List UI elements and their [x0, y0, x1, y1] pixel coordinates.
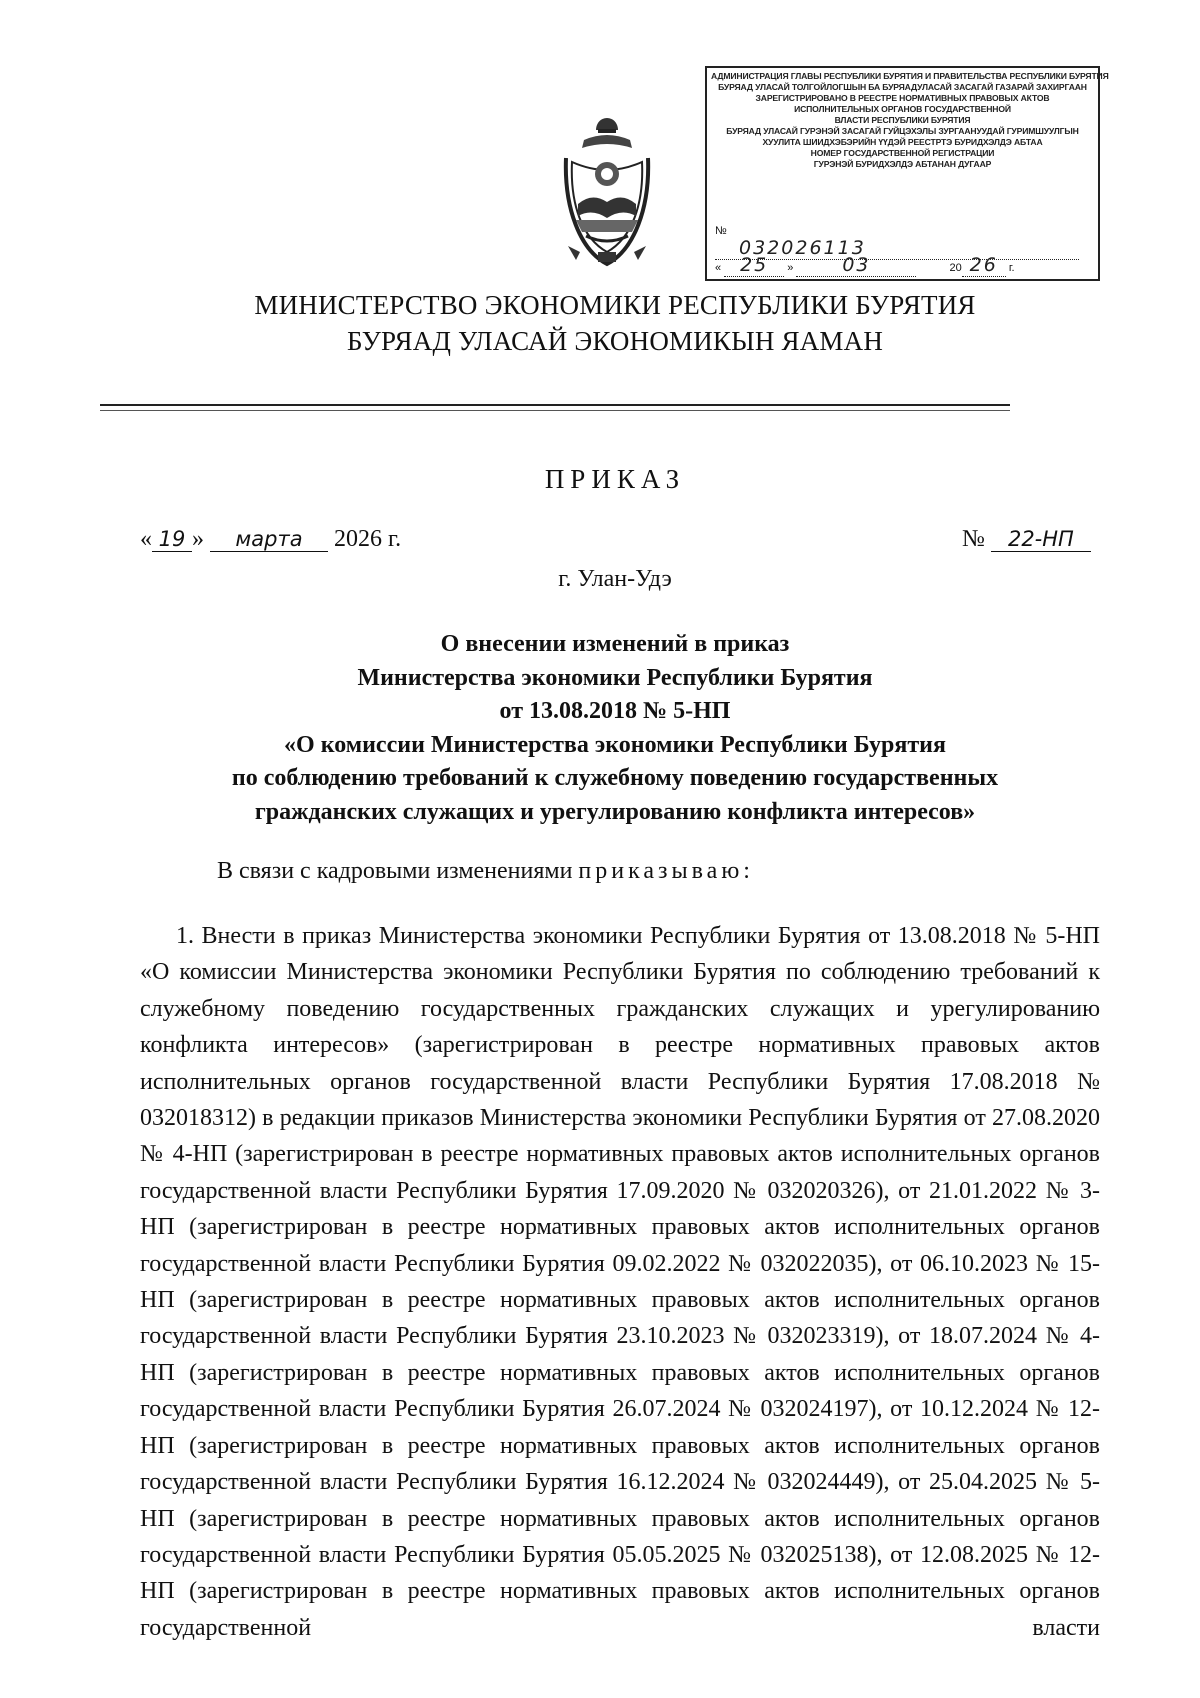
- stamp-number-value: 032026113: [739, 237, 866, 259]
- title-line: гражданских служащих и урегулированию конфликта интересов»: [254, 798, 976, 825]
- registration-stamp: [705, 66, 1109, 281]
- stamp-date-year-prefix: 20: [949, 262, 962, 274]
- ministry-name-buryat: БУРЯАД УЛАСАЙ ЭКОНОМИКЫН ЯАМАН: [346, 326, 884, 356]
- date-year: 2026 г.: [334, 526, 402, 552]
- title-line: О внесении изменений в приказ: [440, 631, 790, 657]
- stamp-line: ГУРЭНЭЙ БУРИДХЭЛДЭ АБТАНАН ДУГААР: [813, 159, 992, 169]
- title-line: по соблюдению требований к служебному поведению государственных: [231, 765, 999, 791]
- coat-of-arms-emblem: [562, 112, 652, 270]
- date-close-quote: »: [192, 526, 204, 552]
- title-line: «О комиссии Министерства экономики Республики Бурятия: [284, 731, 946, 758]
- stamp-date-row: [715, 254, 1090, 277]
- stamp-date-year-field: [962, 254, 1006, 277]
- document-date: [140, 526, 401, 553]
- number-label: №: [962, 526, 985, 552]
- title-line: от 13.08.2018 № 5-НП: [499, 698, 731, 724]
- stamp-date-day: 25: [740, 254, 769, 276]
- stamp-date-year-unit: г.: [1008, 262, 1015, 274]
- stamp-date-year-suffix: 26: [969, 254, 998, 276]
- stamp-line: ХУУЛИТА ШИИДХЭБЭРИЙН ҮҮДЭЙ РЕЕСТРТЭ БУРИДХЭЛДЭ АБТАА: [762, 137, 1043, 147]
- intro-order-word: приказываю:: [578, 858, 754, 884]
- document-title: [0, 628, 1200, 829]
- stamp-date-month-field: [796, 254, 916, 277]
- stamp-date-close: »: [787, 262, 794, 274]
- stamp-date-day-field: [724, 254, 784, 277]
- stamp-line: ВЛАСТИ РЕСПУБЛИКИ БУРЯТИЯ: [834, 115, 971, 125]
- stamp-date-open: «: [715, 262, 722, 274]
- body-paragraph-1: 1. Внести в приказ Министерства экономики Республики Бурятия от 13.08.2018 № 5-НП «О комиссии Министерства экономики Республики Бурятия по соблюдению требований к служебному поведению государственных гражданских служащих и урегулированию конфликта интересов» (зарегистрирован в реестре нормативных правовых актов исполнительных органов государственной власти Республики Бурятия 17.08.2018 № 032018312) в редакции приказов Министерства экономики Республики Бурятия от 27.08.2020 № 4-НП (зарегистрирован в реестре нормативных правовых актов исполнительных органов государственной власти Республики Бурятия 17.09.2020 № 032020326), от 21.01.2022 № 3-НП (зарегистрирован в реестре нормативных правовых актов исполнительных органов государственной власти Республики Бурятия 09.02.2022 № 032022035), от 06.10.2023 № 15-НП (зарегистрирован в реестре нормативных правовых актов исполнительных органов государственной власти Республики Бурятия 23.10.2023 № 032023319), от 18.07.2024 № 4-НП (зарегистрирован в реестре нормативных правовых актов исполнительных органов государственной власти Республики Бурятия 26.07.2024 № 032024197), от 10.12.2024 № 12-НП (зарегистрирован в реестре нормативных правовых актов исполнительных органов государственной власти Республики Бурятия 16.12.2024 № 032024449), от 25.04.2025 № 5-НП (зарегистрирован в реестре нормативных правовых актов исполнительных органов государственной власти Республики Бурятия 05.05.2025 № 032025138), от 12.08.2025 № 12-НП (зарегистрирован в реестре нормативных правовых актов исполнительных органов государственной власти: [140, 923, 1100, 1641]
- number-value: 22-НП: [991, 527, 1091, 552]
- stamp-line: АДМИНИСТРАЦИЯ ГЛАВЫ РЕСПУБЛИКИ БУРЯТИЯ И ПРАВИТЕЛЬСТВА РЕСПУБЛИКИ БУРЯТИЯ: [711, 71, 1109, 81]
- document-number: [962, 526, 1091, 553]
- stamp-line: ЗАРЕГИСТРИРОВАНО В РЕЕСТРЕ НОРМАТИВНЫХ ПРАВОВЫХ АКТОВ: [755, 93, 1050, 103]
- document-city: г. Улан-Удэ: [558, 566, 672, 592]
- stamp-line: ИСПОЛНИТЕЛЬНЫХ ОРГАНОВ ГОСУДАРСТВЕННОЙ: [794, 104, 1011, 114]
- ministry-name-ru: МИНИСТЕРСТВО ЭКОНОМИКИ РЕСПУБЛИКИ БУРЯТИЯ: [254, 290, 976, 320]
- date-month: марта: [210, 527, 328, 552]
- header-divider: [100, 404, 1010, 406]
- date-open-quote: «: [140, 526, 152, 552]
- stamp-line: НОМЕР ГОСУДАРСТВЕННОЙ РЕГИСТРАЦИИ: [810, 148, 995, 158]
- order-intro: [217, 858, 754, 885]
- stamp-date-month: 03: [842, 254, 871, 276]
- stamp-line: БУРЯАД УЛАСАЙ ГУРЭНЭЙ ЗАСАГАЙ ГУЙЦЭХЭЛЫ ЗУРГААНУУДАЙ ГУРИМШУУЛГЫН: [726, 126, 1079, 136]
- stamp-number-label: №: [715, 225, 727, 237]
- header-divider-thin: [100, 410, 1010, 411]
- document-type: ПРИКАЗ: [544, 464, 686, 494]
- stamp-line: БУРЯАД УЛАСАЙ ТОЛГОЙЛОГШЫН БА БУРЯАДУЛАСАЙ ЗАСАГАЙ ГАЗАРАЙ ЗАХИРГААН: [718, 82, 1087, 92]
- date-day: 19: [152, 527, 192, 552]
- intro-text: В связи с кадровыми изменениями: [217, 858, 573, 884]
- title-line: Министерства экономики Республики Бурятия: [357, 664, 873, 691]
